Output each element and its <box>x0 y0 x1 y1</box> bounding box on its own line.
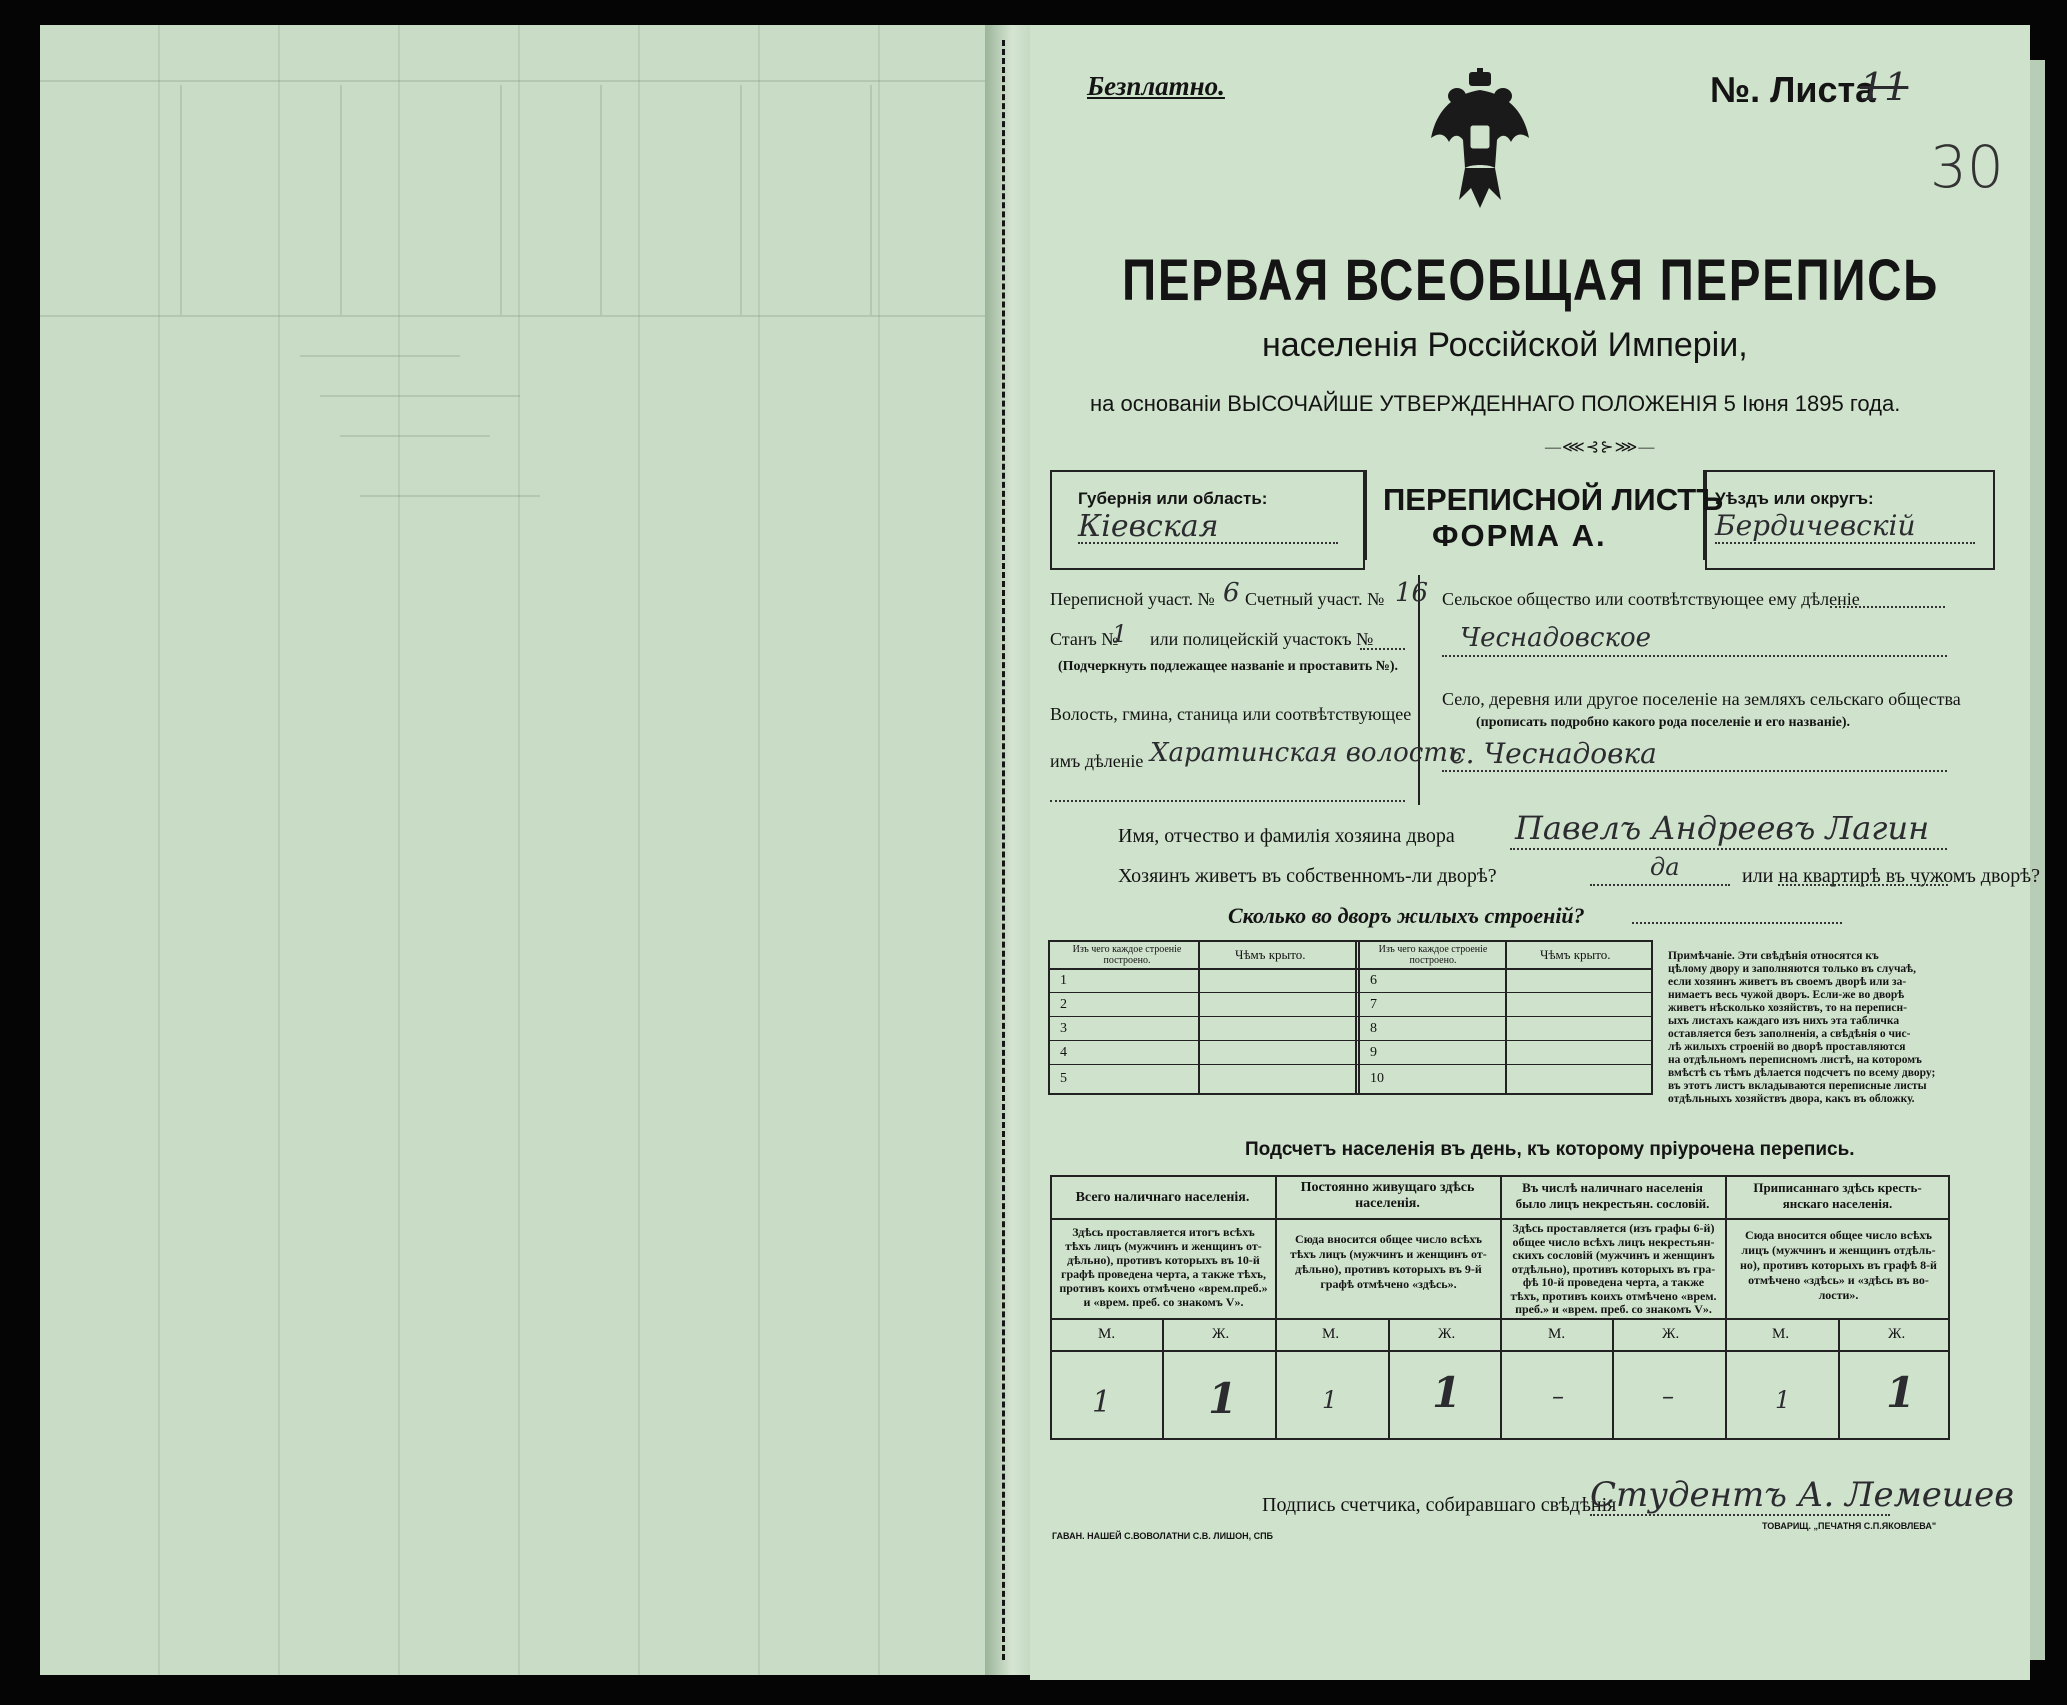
page-edge <box>2030 60 2045 1660</box>
district-line <box>1715 542 1975 544</box>
note-line: живетъ нѣсколько хозяйствъ, то на переписн- <box>1668 1002 1907 1014</box>
buildings-line <box>1632 922 1842 924</box>
female-label: Ж. <box>1662 1326 1680 1342</box>
resident-female-value: 1 <box>1432 1368 1462 1417</box>
owner-name-line <box>1510 848 1947 850</box>
male-label: М. <box>1322 1326 1340 1342</box>
table-row: 3 <box>1060 1021 1067 1036</box>
count-col-registered-head: Приписаннаго здѣсь кресть- янскаго населенія. <box>1753 1180 1922 1211</box>
table-row: 10 <box>1370 1071 1384 1086</box>
note-line: Примѣчаніе. Эти свѣдѣнія относятся къ <box>1668 950 1879 962</box>
male-label: М. <box>1098 1326 1116 1342</box>
table-row: 8 <box>1370 1021 1377 1036</box>
buildings-col-roof: Чѣмъ крыто. <box>1235 947 1306 962</box>
society-line-1 <box>1830 606 1945 608</box>
legal-basis: на основаніи ВЫСОЧАЙШЕ УТВЕРЖДЕННАГО ПОЛОЖЕНІЯ 5 Іюня 1895 года. <box>1090 391 1901 416</box>
fields-divider <box>1418 575 1420 805</box>
society-label: Сельское общество или соотвѣтствующее ему дѣленіе <box>1442 589 1860 609</box>
signature-line <box>1590 1514 1890 1516</box>
buildings-col-material-2: Изъ чего каждое строеніе построено. <box>1378 944 1488 966</box>
buildings-table-split <box>1355 940 1360 1095</box>
signature-label: Подпись счетчика, собиравшаго свѣдѣнія <box>1262 1494 1617 1516</box>
female-label: Ж. <box>1212 1326 1230 1342</box>
province-label: Губернія или область: <box>1078 489 1268 508</box>
female-label: Ж. <box>1438 1326 1456 1342</box>
note-line: если хозяинъ живетъ въ своемъ дворѣ или за- <box>1668 976 1907 988</box>
province-value: Кіевская <box>1078 509 1219 544</box>
imprint-right: ТОВАРИЩ. „ПЕЧАТНЯ С.П.ЯКОВЛЕВА" <box>1762 1521 1937 1531</box>
imprint-left: ГАВАН. НАШЕЙ С.ВОВОЛАТНИ С.В. ЛИШОН, СПБ <box>1052 1531 1274 1541</box>
note-line: отдѣльныхъ хозяйствъ двора, какъ въ обложку. <box>1668 1093 1915 1105</box>
nonpeasant-male-value: – <box>1552 1382 1564 1410</box>
signature-value: Студентъ А. Лемешев <box>1590 1475 2015 1515</box>
society-line-2 <box>1442 655 1947 657</box>
total-female-value: 1 <box>1208 1374 1238 1423</box>
owner-name-value: Павелъ Андреевъ Лагин <box>1515 809 1930 847</box>
spine-perforation <box>1002 40 1005 1660</box>
district-label: Уѣздъ или округъ: <box>1715 489 1874 508</box>
underline-note: (Подчеркнуть подлежащее названіе и проставить №). <box>1058 659 1398 674</box>
male-label: М. <box>1548 1326 1566 1342</box>
count-col-resident-head: Постоянно живущаго здѣсь населенія. <box>1300 1180 1475 1211</box>
free-label: Безплатно. <box>1087 71 1225 101</box>
village-note: (прописать подробно какого рода поселеніе и его названіе). <box>1476 715 1851 730</box>
sheet-number-label: №. Листа <box>1710 69 1876 110</box>
resident-male-value: 1 <box>1322 1386 1338 1414</box>
note-line: вмѣстѣ съ тѣмъ дѣлается подсчетъ по всему двору; <box>1668 1067 1936 1079</box>
district-value: Бердичевскій <box>1715 509 1916 542</box>
buildings-col-roof-2: Чѣмъ крыто. <box>1540 947 1611 962</box>
female-label: Ж. <box>1888 1326 1906 1342</box>
count-col-nonpeasant-desc: Здѣсь проставляется (изъ графы 6-й) общее число всѣхъ лицъ некрестьян- скихъ сословій (мужчинъ и женщинъ отдѣльно), противъ которыхъ въ гра- фѣ 10-й проведена черта, а также тѣхъ, противъ коихъ отмѣчено «врем. преб.» и «врем. преб. со знакомъ V». <box>1510 1221 1717 1316</box>
form-title-line2: ФОРМА А. <box>1432 518 1607 553</box>
volost-value: Харатинская волость <box>1150 738 1463 768</box>
own-yard-line <box>1590 884 1730 886</box>
police-line <box>1360 648 1405 650</box>
counting-district-label: Счетный участ. № <box>1245 589 1385 609</box>
own-yard-value: да <box>1650 853 1680 881</box>
ornament-divider: —⋘⊰⊱⋙— <box>1545 439 1656 456</box>
table-row: 2 <box>1060 997 1067 1012</box>
province-line <box>1078 542 1338 544</box>
owner-name-label: Имя, отчество и фамилія хозяина двора <box>1118 825 1455 847</box>
count-col-nonpeasant-head: Въ числѣ наличнаго населенія было лицъ некрестьян. сословій. <box>1515 1180 1710 1211</box>
corner-page-number: 30 <box>1930 133 2004 201</box>
note-line: ыхъ листахъ каждаго изъ нихъ эта табличка <box>1668 1015 1900 1027</box>
table-row: 9 <box>1370 1045 1377 1060</box>
own-yard-label: Хозяинъ живетъ въ собственномъ-ли дворѣ? <box>1118 865 1497 887</box>
sheet-number-value: 11 <box>1860 65 1909 109</box>
registered-female-value: 1 <box>1886 1368 1916 1417</box>
note-line: лѣ жилыхъ строеній во дворѣ проставляются <box>1668 1041 1906 1053</box>
form-title-line1: ПЕРЕПИСНОЙ ЛИСТЪ <box>1383 482 1724 517</box>
census-district-label: Переписной участ. № <box>1050 589 1215 609</box>
table-row: 6 <box>1370 973 1377 988</box>
nonpeasant-female-value: – <box>1662 1382 1674 1410</box>
note-line: на отдѣльномъ переписномъ листѣ, на которомъ <box>1668 1054 1922 1066</box>
count-col-resident-desc: Сюда вносится общее число всѣхъ тѣхъ лицъ (мужчинъ и женщинъ от- дѣльно), противъ которыхъ въ 9-й графѣ отмѣчено «здѣсь». <box>1290 1232 1487 1291</box>
village-line <box>1442 770 1947 772</box>
police-district-label: или полицейскій участокъ № <box>1150 629 1374 649</box>
buildings-col-material: Изъ чего каждое строеніе построено. <box>1072 944 1182 966</box>
note-line: оставляется безъ заполненія, а свѣдѣнія о чис- <box>1668 1028 1911 1040</box>
form-subtitle: населенія Россійской Имперіи, <box>1262 326 1748 364</box>
count-col-total-head: Всего наличнаго населенія. <box>1075 1190 1250 1205</box>
double-headed-eagle-icon <box>1425 68 1535 218</box>
apartment-label: или на квартирѣ въ чужомъ дворѣ? <box>1742 865 2041 887</box>
bleed-through-ghost <box>40 25 1020 545</box>
count-section-title: Подсчетъ населенія въ день, къ которому пріурочена перепись. <box>1245 1139 1855 1160</box>
count-col-total-desc: Здѣсь проставляется итогъ всѣхъ тѣхъ лицъ (мужчинъ и женщинъ от- дѣльно), противъ которыхъ въ 10-й графѣ проведена черта, а также тѣхъ, противъ коихъ отмѣчено «врем.преб.» и «врем. преб. со знакомъ V». <box>1059 1225 1268 1309</box>
note-line: цѣлому двору и заполняются только въ случаѣ, <box>1668 963 1916 975</box>
table-row: 7 <box>1370 997 1377 1012</box>
volost-label-2: имъ дѣленіе <box>1050 751 1144 771</box>
buildings-label: Сколько во дворъ жилыхъ строеній? <box>1228 903 1585 928</box>
count-col-registered-desc: Сюда вносится общее число всѣхъ лицъ (мужчинъ и женщинъ отдѣль- но), противъ которыхъ въ графѣ 8-й отмѣчено «здѣсь» и «здѣсь въ во- лости». <box>1740 1228 1937 1302</box>
table-row: 1 <box>1060 973 1067 988</box>
buildings-note <box>1668 950 1958 1106</box>
male-label: М. <box>1772 1326 1790 1342</box>
stan-label: Станъ № <box>1050 629 1119 649</box>
society-value: Чеснадовское <box>1460 623 1652 653</box>
form-main-title: ПЕРВАЯ ВСЕОБЩАЯ ПЕРЕПИСЬ <box>1122 248 1939 313</box>
table-row: 5 <box>1060 1071 1067 1086</box>
village-value: с. Чеснадовка <box>1450 737 1657 770</box>
table-row: 4 <box>1060 1045 1067 1060</box>
volost-label: Волость, гмина, станица или соотвѣтствующее <box>1050 704 1412 724</box>
registered-male-value: 1 <box>1775 1386 1791 1414</box>
book-spine <box>985 25 1030 1675</box>
left-page <box>40 25 1020 1675</box>
census-district-value: 6 <box>1223 578 1240 608</box>
note-line: въ этотъ листъ вкладываются переписные листы <box>1668 1080 1927 1092</box>
volost-extra-line <box>1050 800 1405 802</box>
village-label: Село, деревня или другое поселеніе на земляхъ сельскаго общества <box>1442 689 1961 709</box>
total-male-value: 1 <box>1092 1385 1112 1420</box>
note-line: нимаетъ весь чужой дворъ. Если-же во дворѣ <box>1668 989 1905 1001</box>
counting-district-value: 16 <box>1395 578 1429 608</box>
stan-value: 1 <box>1112 620 1128 648</box>
apartment-line <box>1778 884 1948 886</box>
